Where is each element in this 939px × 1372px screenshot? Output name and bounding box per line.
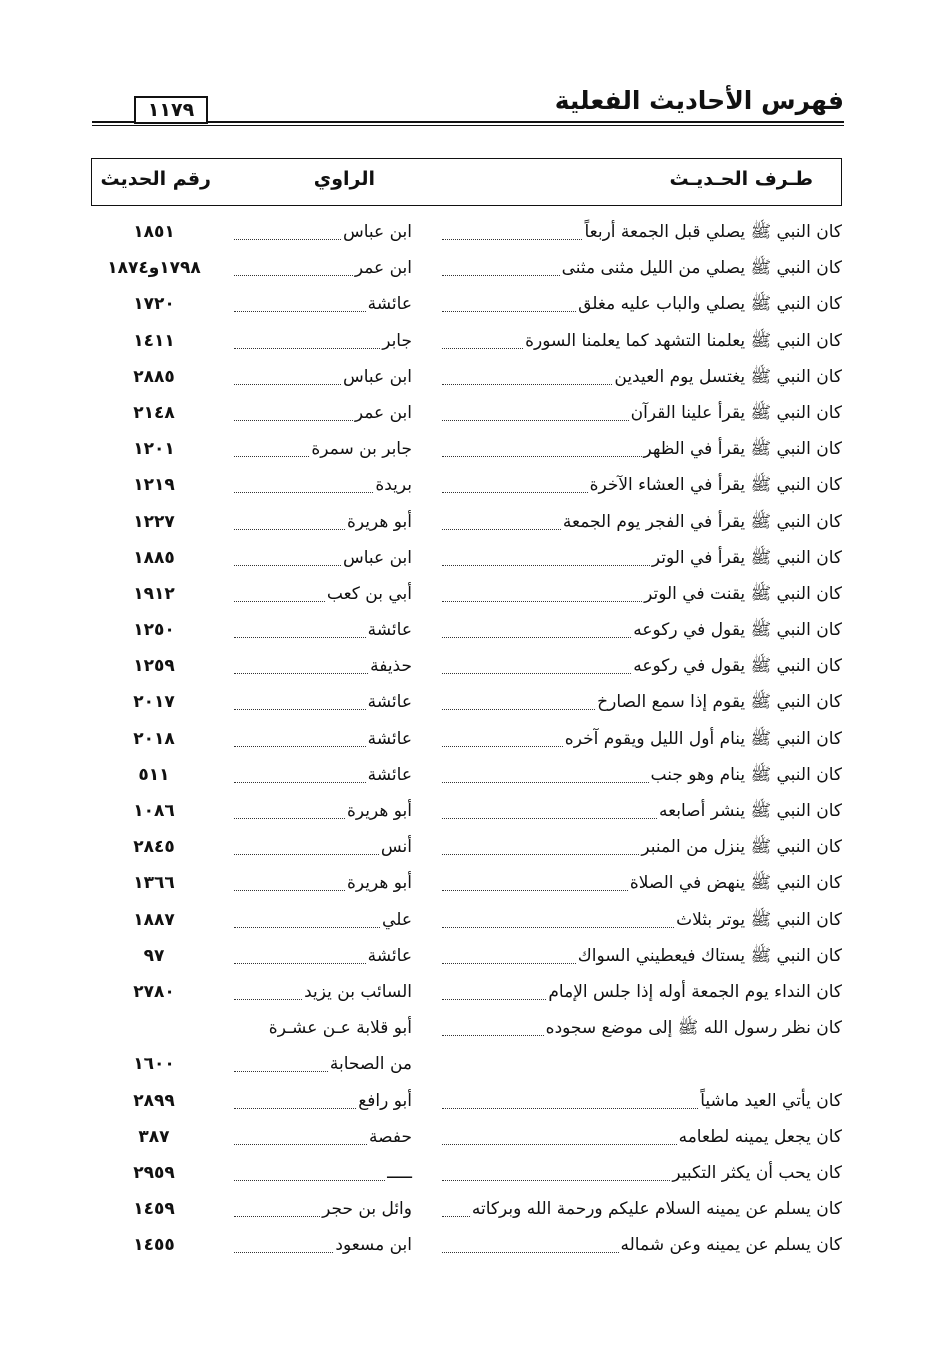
dot-leader (442, 648, 631, 674)
narrator-text: أنس (380, 837, 412, 858)
hadith-text: كان النبي ﷺ ينشر أصابعه (658, 801, 842, 821)
narrator-text: أبو هريرة (346, 511, 412, 532)
dot-leader (234, 504, 345, 530)
narrator-text: عائشة (367, 692, 412, 713)
hadith-cell (442, 286, 842, 322)
hadith-number: ١٩١٢ (133, 583, 175, 604)
table-row (90, 504, 842, 540)
narrator-text: جابر (382, 330, 412, 351)
hadith-number: ١٢٥٩ (133, 656, 175, 677)
table-row (90, 938, 842, 974)
table-row (90, 612, 842, 648)
dot-leader (234, 1083, 356, 1109)
hadith-text: كان النبي ﷺ يقرأ في الفجر يوم الجمعة (562, 511, 842, 532)
dot-leader (234, 1046, 328, 1072)
narrator-text: عائشة (367, 294, 412, 315)
narrator-text: أبو هريرة (346, 801, 412, 821)
hadith-text: كان النبي ﷺ يقول في ركوعه (633, 620, 842, 641)
dot-leader (442, 612, 631, 638)
hadith-text: كان يحب أن يكثر التكبير (672, 1162, 842, 1183)
narrator-text: ابن عباس (342, 366, 412, 387)
hadith-number: ١٦٠٠ (133, 1054, 175, 1075)
dot-leader (442, 793, 657, 819)
table-row (90, 902, 842, 938)
table-row (90, 395, 842, 431)
hadith-cell (442, 540, 842, 576)
hadith-cell (442, 1010, 842, 1046)
table-row (90, 431, 842, 467)
narrator-text: عائشة (367, 620, 412, 641)
narrator-cell (234, 684, 412, 720)
hadith-text: كان النبي ﷺ يستاك فيعطيني السواك (577, 945, 842, 966)
narrator-text: ابن مسعود (335, 1235, 412, 1256)
hadith-text: كان النبي ﷺ يصلي والباب عليه مغلق (578, 294, 842, 315)
hadith-number: ١٤٥٥ (133, 1235, 175, 1256)
hadith-number: ١٧٩٨و١٨٧٤ (107, 258, 201, 279)
narrator-text: السائب بن يزيد (304, 981, 412, 1002)
dot-leader (234, 1155, 385, 1181)
narrator-cell (234, 576, 412, 612)
table-row (90, 286, 842, 322)
hadith-number: ١٣٦٦ (133, 873, 175, 894)
hadith-cell (442, 938, 842, 974)
hadith-cell (442, 974, 842, 1010)
hadith-number: ٩٧ (143, 945, 165, 966)
header-hadith: طـرف الحـديـث (669, 168, 813, 190)
dot-leader (442, 757, 649, 783)
narrator-cell (234, 1227, 412, 1263)
hadith-cell (442, 648, 842, 684)
hadith-text: كان النبي ﷺ ينهض في الصلاة (629, 873, 842, 894)
narrator-cell (234, 1119, 412, 1155)
narrator-text: عائشة (367, 728, 412, 749)
narrator-cell (234, 1191, 412, 1227)
dot-leader (442, 576, 642, 602)
hadith-number: ١٨٨٧ (133, 909, 175, 930)
hadith-cell (442, 250, 842, 286)
hadith-text: كان النبي ﷺ يقرأ في العشاء الآخرة (589, 475, 842, 496)
hadith-number: ٢٨٩٩ (133, 1090, 175, 1111)
hadith-text: كان النبي ﷺ يقرأ في الوتر (651, 547, 842, 568)
hadith-number: ٣٨٧ (138, 1126, 170, 1147)
narrator-text: علي (382, 909, 412, 930)
narrator-cell (234, 323, 412, 359)
narrator-cell (234, 1046, 412, 1082)
narrator-text: حذيفة (370, 656, 412, 677)
narrator-text: جابر بن سمرة (311, 439, 412, 460)
narrator-cell (234, 1083, 412, 1119)
table-row (90, 1119, 842, 1155)
narrator-text: ـــــ (387, 1162, 412, 1183)
narrator-text: أبو هريرة (346, 873, 412, 894)
table-row (90, 865, 842, 901)
dot-leader (442, 1191, 470, 1217)
dot-leader (234, 214, 341, 240)
narrator-text: ابن عمر (354, 258, 412, 279)
dot-leader (234, 902, 380, 928)
dot-leader (234, 359, 341, 385)
header-rule-bottom (92, 125, 844, 126)
dot-leader (234, 612, 366, 638)
dot-leader (442, 504, 561, 530)
hadith-text: كان يسلم عن يمينه السلام عليكم ورحمة الله وبركاته (471, 1199, 842, 1220)
dot-leader (442, 865, 628, 891)
dot-leader (234, 395, 353, 421)
hadith-number: ٢٧٨٠ (133, 981, 175, 1002)
hadith-cell (442, 1083, 842, 1119)
table-row (90, 757, 842, 793)
dot-leader (442, 214, 582, 240)
hadith-cell (442, 395, 842, 431)
hadith-cell (442, 1191, 842, 1227)
narrator-cell (234, 1010, 412, 1046)
dot-leader (234, 467, 373, 493)
hadith-cell (442, 1227, 842, 1263)
narrator-text: ابن عباس (342, 222, 412, 242)
hadith-number: ١٢١٩ (133, 475, 175, 496)
hadith-text: كان يسلم عن يمينه وعن شماله (620, 1235, 842, 1256)
hadith-number: ٢٩٥٩ (133, 1162, 175, 1183)
hadith-text: كان النبي ﷺ ينام وهو جنب (650, 764, 842, 785)
dot-leader (234, 721, 366, 747)
hadith-number: ١٨٨٥ (133, 547, 175, 568)
hadith-number: ٢٨٨٥ (133, 366, 175, 387)
page-title: فهرس الأحاديث الفعلية (554, 86, 844, 115)
table-row (90, 1191, 842, 1227)
dot-leader (442, 902, 674, 928)
hadith-cell (442, 359, 842, 395)
dot-leader (234, 793, 345, 819)
hadith-cell (442, 865, 842, 901)
narrator-cell (234, 286, 412, 322)
hadith-cell (442, 214, 842, 250)
dot-leader (442, 395, 629, 421)
hadith-number: ٢١٤٨ (133, 402, 175, 423)
table-row (90, 974, 842, 1010)
dot-leader (442, 974, 546, 1000)
hadith-index-table (90, 214, 842, 1263)
dot-leader (442, 684, 595, 710)
narrator-text: بريدة (375, 475, 412, 496)
hadith-cell (442, 721, 842, 757)
table-row (90, 540, 842, 576)
narrator-text: أبو قلابة عـن عشـرة (268, 1018, 412, 1039)
dot-leader (234, 286, 366, 312)
narrator-cell (234, 250, 412, 286)
hadith-text: كان النبي ﷺ يقول في ركوعه (633, 656, 842, 677)
hadith-cell (442, 504, 842, 540)
hadith-text: كان النبي ﷺ يغتسل يوم العيدين (614, 366, 842, 387)
hadith-cell (442, 829, 842, 865)
table-row (90, 793, 842, 829)
narrator-text: أبو رافع (358, 1090, 412, 1111)
narrator-cell (234, 1155, 412, 1191)
dot-leader (234, 684, 366, 710)
header-narrator: الراوي (313, 168, 375, 190)
narrator-text: ابن عباس (342, 547, 412, 568)
dot-leader (442, 1010, 544, 1036)
hadith-cell (442, 323, 842, 359)
dot-leader (442, 721, 563, 747)
hadith-text: كان النبي ﷺ يصلي قبل الجمعة أربعاً (584, 222, 842, 242)
hadith-text: كان يأتي العيد ماشياً (700, 1090, 842, 1111)
hadith-number: ١٧٢٠ (133, 294, 175, 315)
narrator-cell (234, 757, 412, 793)
hadith-text: كان يجعل يمينه لطعامه (678, 1126, 842, 1147)
table-row (90, 1155, 842, 1191)
narrator-cell (234, 865, 412, 901)
hadith-text: كان النبي ﷺ يصلي من الليل مثنى مثنى (561, 258, 842, 279)
table-row (90, 467, 842, 503)
narrator-text: أبي بن كعب (326, 583, 412, 604)
table-row (90, 648, 842, 684)
table-row (90, 214, 842, 250)
hadith-text: كان النبي ﷺ يعلمنا التشهد كما يعلمنا السورة (525, 330, 842, 351)
dot-leader (234, 323, 380, 349)
table-row (90, 359, 842, 395)
hadith-number: ١٢٠١ (133, 439, 175, 460)
hadith-number: ١٤٥٩ (133, 1199, 175, 1220)
hadith-number: ٢٠١٧ (133, 692, 175, 713)
dot-leader (442, 1227, 619, 1253)
narrator-cell (234, 938, 412, 974)
dot-leader (234, 1227, 333, 1253)
narrator-cell (234, 359, 412, 395)
dot-leader (442, 467, 588, 493)
hadith-number: ١٤١١ (133, 330, 175, 351)
narrator-text: ابن عمر (354, 402, 412, 423)
table-row (90, 576, 842, 612)
dot-leader (234, 938, 366, 964)
narrator-text: حفصة (369, 1126, 412, 1147)
narrator-cell (234, 721, 412, 757)
hadith-cell (442, 1155, 842, 1191)
dot-leader (234, 250, 353, 276)
table-row (90, 1046, 842, 1082)
narrator-text: عائشة (367, 764, 412, 785)
narrator-cell (234, 504, 412, 540)
dot-leader (442, 431, 642, 457)
page-header (92, 82, 844, 132)
dot-leader (442, 540, 650, 566)
dot-leader (234, 829, 379, 855)
dot-leader (234, 648, 368, 674)
table-row (90, 323, 842, 359)
narrator-text: عائشة (367, 945, 412, 966)
dot-leader (234, 757, 366, 783)
dot-leader (234, 431, 309, 457)
table-row (90, 684, 842, 720)
hadith-number: ١٢٥٠ (133, 620, 175, 641)
narrator-cell (234, 793, 412, 829)
dot-leader (234, 540, 341, 566)
hadith-cell (442, 612, 842, 648)
hadith-number: ٢٨٤٥ (133, 837, 175, 858)
narrator-cell (234, 214, 412, 250)
narrator-cell (234, 648, 412, 684)
dot-leader (234, 576, 325, 602)
hadith-number: ٢٠١٨ (133, 728, 175, 749)
dot-leader (234, 865, 345, 891)
dot-leader (442, 250, 560, 276)
header-number: رقم الحديث (100, 168, 211, 190)
hadith-text: كان النبي ﷺ يقوم إذا سمع الصارخ (597, 692, 842, 713)
hadith-cell (442, 793, 842, 829)
narrator-cell (234, 431, 412, 467)
narrator-text: من الصحابة (329, 1054, 412, 1075)
dot-leader (442, 286, 576, 312)
hadith-text: كان النبي ﷺ يوتر بثلاث (676, 909, 842, 930)
hadith-cell (442, 576, 842, 612)
table-row (90, 1227, 842, 1263)
narrator-cell (234, 540, 412, 576)
dot-leader (442, 359, 612, 385)
dot-leader (442, 1155, 670, 1181)
narrator-cell (234, 829, 412, 865)
hadith-cell (442, 1119, 842, 1155)
dot-leader (234, 1191, 320, 1217)
dot-leader (442, 1083, 698, 1109)
hadith-cell (442, 467, 842, 503)
dot-leader (442, 1119, 677, 1145)
hadith-text: كان النداء يوم الجمعة أوله إذا جلس الإمام (548, 981, 842, 1002)
page-number: ١١٧٩ (134, 96, 208, 124)
hadith-text: كان النبي ﷺ يقرأ علينا القرآن (630, 402, 842, 423)
narrator-text: وائل بن حجر (322, 1199, 412, 1220)
table-row (90, 250, 842, 286)
dot-leader (234, 974, 302, 1000)
hadith-number: ٥١١ (138, 764, 170, 785)
dot-leader (442, 829, 639, 855)
hadith-cell (442, 684, 842, 720)
narrator-cell (234, 467, 412, 503)
hadith-cell (442, 431, 842, 467)
hadith-text: كان النبي ﷺ ينام أول الليل ويقوم آخره (564, 728, 842, 749)
dot-leader (234, 1119, 367, 1145)
dot-leader (442, 938, 576, 964)
hadith-text: كان النبي ﷺ ينزل من المنبر (641, 837, 842, 858)
hadith-text: كان النبي ﷺ يقنت في الوتر (644, 583, 842, 604)
narrator-cell (234, 902, 412, 938)
hadith-number: ١٠٨٦ (133, 801, 175, 821)
hadith-cell (442, 902, 842, 938)
hadith-cell (442, 757, 842, 793)
hadith-number: ١٨٥١ (133, 222, 175, 242)
table-row (90, 721, 842, 757)
narrator-cell (234, 612, 412, 648)
hadith-text: كان النبي ﷺ يقرأ في الظهر (643, 439, 842, 460)
table-row (90, 829, 842, 865)
table-header (91, 158, 842, 206)
hadith-text: كان نظر رسول الله ﷺ إلى موضع سجوده (545, 1018, 842, 1039)
table-row (90, 1083, 842, 1119)
narrator-cell (234, 974, 412, 1010)
narrator-cell (234, 395, 412, 431)
hadith-number: ١٢٢٧ (133, 511, 175, 532)
dot-leader (442, 323, 523, 349)
table-row (90, 1010, 842, 1046)
